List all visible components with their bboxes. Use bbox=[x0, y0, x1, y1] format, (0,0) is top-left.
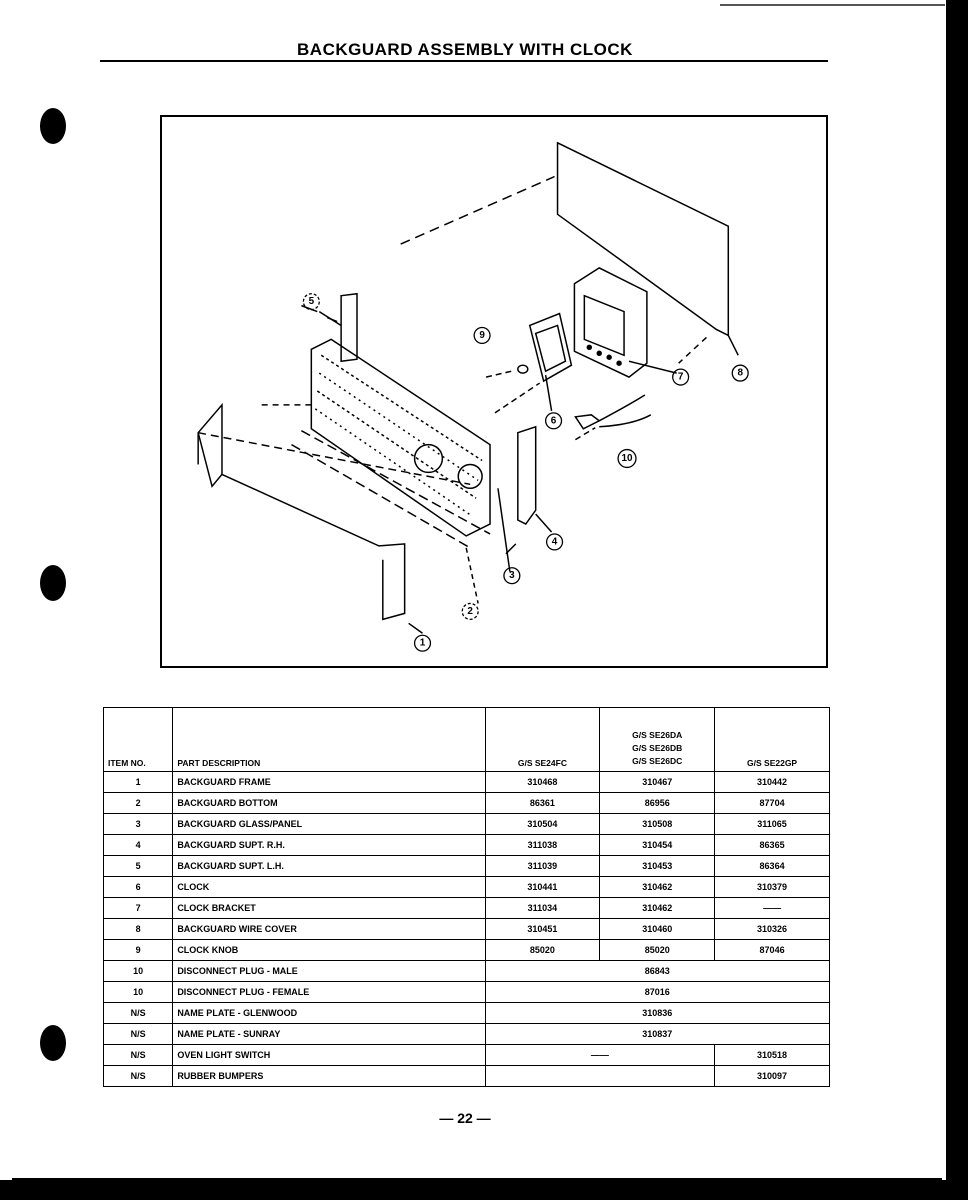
header-model-se26 bbox=[600, 708, 715, 772]
table-row bbox=[104, 856, 830, 877]
table-row bbox=[104, 919, 830, 940]
row-item-no: 10 bbox=[104, 982, 173, 1003]
row-part-description: CLOCK KNOB bbox=[173, 940, 485, 961]
row-part-code: 311034 bbox=[485, 898, 600, 919]
exploded-diagram bbox=[160, 115, 828, 668]
row-item-no: 6 bbox=[104, 877, 173, 898]
row-item-no: N/S bbox=[104, 1024, 173, 1045]
row-item-no: 4 bbox=[104, 835, 173, 856]
row-part-description: NAME PLATE - SUNRAY bbox=[173, 1024, 485, 1045]
row-part-code-first-models: —— bbox=[485, 1045, 715, 1066]
row-part-code: 310467 bbox=[600, 772, 715, 793]
row-part-description: BACKGUARD GLASS/PANEL bbox=[173, 814, 485, 835]
binder-hole-bottom bbox=[40, 1025, 66, 1061]
row-part-description: NAME PLATE - GLENWOOD bbox=[173, 1003, 485, 1024]
row-part-code: 311039 bbox=[485, 856, 600, 877]
row-part-code-first-models bbox=[485, 1066, 715, 1087]
frame-left-end bbox=[198, 405, 222, 486]
table-row bbox=[104, 898, 830, 919]
row-part-description: DISCONNECT PLUG - MALE bbox=[173, 961, 485, 982]
callout-9: 9 bbox=[479, 329, 485, 341]
callout-4: 4 bbox=[551, 536, 558, 548]
table-row bbox=[104, 772, 830, 793]
row-part-code: 87704 bbox=[715, 793, 830, 814]
row-part-description: DISCONNECT PLUG - FEMALE bbox=[173, 982, 485, 1003]
parts-table bbox=[103, 707, 830, 1087]
row-part-code: 87046 bbox=[715, 940, 830, 961]
row-part-code: 310442 bbox=[715, 772, 830, 793]
row-part-description: RUBBER BUMPERS bbox=[173, 1066, 485, 1087]
row-part-code: 86361 bbox=[485, 793, 600, 814]
callout-10: 10 bbox=[621, 453, 633, 465]
page-title: BACKGUARD ASSEMBLY WITH CLOCK bbox=[297, 40, 633, 59]
row-item-no: N/S bbox=[104, 1003, 173, 1024]
header-model-se24fc: G/S SE24FC bbox=[485, 708, 600, 772]
row-item-no: N/S bbox=[104, 1066, 173, 1087]
callout-3: 3 bbox=[509, 570, 515, 582]
row-item-no: 9 bbox=[104, 940, 173, 961]
row-part-code: 310518 bbox=[715, 1045, 830, 1066]
row-part-description: BACKGUARD SUPT. R.H. bbox=[173, 835, 485, 856]
row-part-code: 310462 bbox=[600, 877, 715, 898]
binder-hole-middle bbox=[40, 565, 66, 601]
row-part-code: 310097 bbox=[715, 1066, 830, 1087]
table-row bbox=[104, 835, 830, 856]
row-part-description: BACKGUARD SUPT. L.H. bbox=[173, 856, 485, 877]
scan-edge-right bbox=[946, 0, 968, 1200]
clock-bracket-part bbox=[574, 268, 646, 377]
row-part-code: 311065 bbox=[715, 814, 830, 835]
table-row bbox=[104, 1024, 830, 1045]
row-part-code: 310468 bbox=[485, 772, 600, 793]
row-part-description: CLOCK bbox=[173, 877, 485, 898]
clock-part bbox=[530, 314, 572, 382]
row-part-code: 85020 bbox=[485, 940, 600, 961]
row-part-code: 86956 bbox=[600, 793, 715, 814]
row-part-description: BACKGUARD BOTTOM bbox=[173, 793, 485, 814]
row-part-description: CLOCK BRACKET bbox=[173, 898, 485, 919]
row-part-code: —— bbox=[715, 898, 830, 919]
header-model-se22gp: G/S SE22GP bbox=[715, 708, 830, 772]
row-part-code: 310460 bbox=[600, 919, 715, 940]
table-row bbox=[104, 877, 830, 898]
row-item-no: 8 bbox=[104, 919, 173, 940]
binder-hole-top bbox=[40, 108, 66, 144]
row-part-code: 310462 bbox=[600, 898, 715, 919]
row-part-code: 310451 bbox=[485, 919, 600, 940]
scan-edge-bottom-line bbox=[12, 1178, 942, 1184]
row-item-no: 7 bbox=[104, 898, 173, 919]
table-row bbox=[104, 961, 830, 982]
table-row bbox=[104, 793, 830, 814]
table-row bbox=[104, 982, 830, 1003]
title-underline bbox=[100, 60, 828, 62]
row-part-code-all-models: 310837 bbox=[485, 1024, 829, 1045]
callout-8: 8 bbox=[737, 367, 743, 379]
row-part-code-all-models: 86843 bbox=[485, 961, 829, 982]
callout-6: 6 bbox=[550, 415, 557, 427]
table-row bbox=[104, 940, 830, 961]
header-model-se26dc: G/S SE26DC bbox=[632, 756, 683, 766]
row-part-code: 86365 bbox=[715, 835, 830, 856]
row-part-code: 86364 bbox=[715, 856, 830, 877]
header-model-se26da: G/S SE26DA bbox=[632, 730, 683, 740]
scan-edge-top bbox=[720, 4, 945, 6]
row-part-code: 310454 bbox=[600, 835, 715, 856]
diagram-svg bbox=[162, 117, 826, 666]
table-header-row bbox=[104, 708, 830, 772]
clock-knob-part bbox=[518, 365, 528, 373]
table-row bbox=[104, 1003, 830, 1024]
callout-7: 7 bbox=[677, 371, 684, 383]
row-item-no: 1 bbox=[104, 772, 173, 793]
row-part-code-all-models: 310836 bbox=[485, 1003, 829, 1024]
row-item-no: 10 bbox=[104, 961, 173, 982]
page-number: — 22 — bbox=[439, 1110, 491, 1126]
callout-1: 1 bbox=[419, 637, 426, 649]
callout-5: 5 bbox=[308, 296, 315, 308]
row-part-code: 311038 bbox=[485, 835, 600, 856]
table-row bbox=[104, 1045, 830, 1066]
row-part-code: 85020 bbox=[600, 940, 715, 961]
row-part-code: 310326 bbox=[715, 919, 830, 940]
header-item-no: ITEM NO. bbox=[104, 708, 173, 772]
header-model-se26db: G/S SE26DB bbox=[632, 743, 683, 753]
row-item-no: 3 bbox=[104, 814, 173, 835]
backguard-frame-part bbox=[222, 474, 405, 619]
row-part-code: 310441 bbox=[485, 877, 600, 898]
table-row bbox=[104, 1066, 830, 1087]
backguard-glass-panel-part bbox=[311, 339, 490, 536]
disconnect-plug-part bbox=[575, 415, 599, 429]
row-part-description: BACKGUARD FRAME bbox=[173, 772, 485, 793]
row-part-code: 310504 bbox=[485, 814, 600, 835]
wire-cover-part bbox=[558, 143, 729, 336]
table-row bbox=[104, 814, 830, 835]
row-part-code-all-models: 87016 bbox=[485, 982, 829, 1003]
header-part-description: PART DESCRIPTION bbox=[173, 708, 485, 772]
row-part-code: 310508 bbox=[600, 814, 715, 835]
row-item-no: N/S bbox=[104, 1045, 173, 1066]
row-part-code: 310379 bbox=[715, 877, 830, 898]
backguard-support-rh-part bbox=[518, 427, 536, 524]
callout-2: 2 bbox=[467, 605, 473, 617]
row-item-no: 5 bbox=[104, 856, 173, 877]
row-part-code: 310453 bbox=[600, 856, 715, 877]
row-item-no: 2 bbox=[104, 793, 173, 814]
row-part-description: OVEN LIGHT SWITCH bbox=[173, 1045, 485, 1066]
row-part-description: BACKGUARD WIRE COVER bbox=[173, 919, 485, 940]
